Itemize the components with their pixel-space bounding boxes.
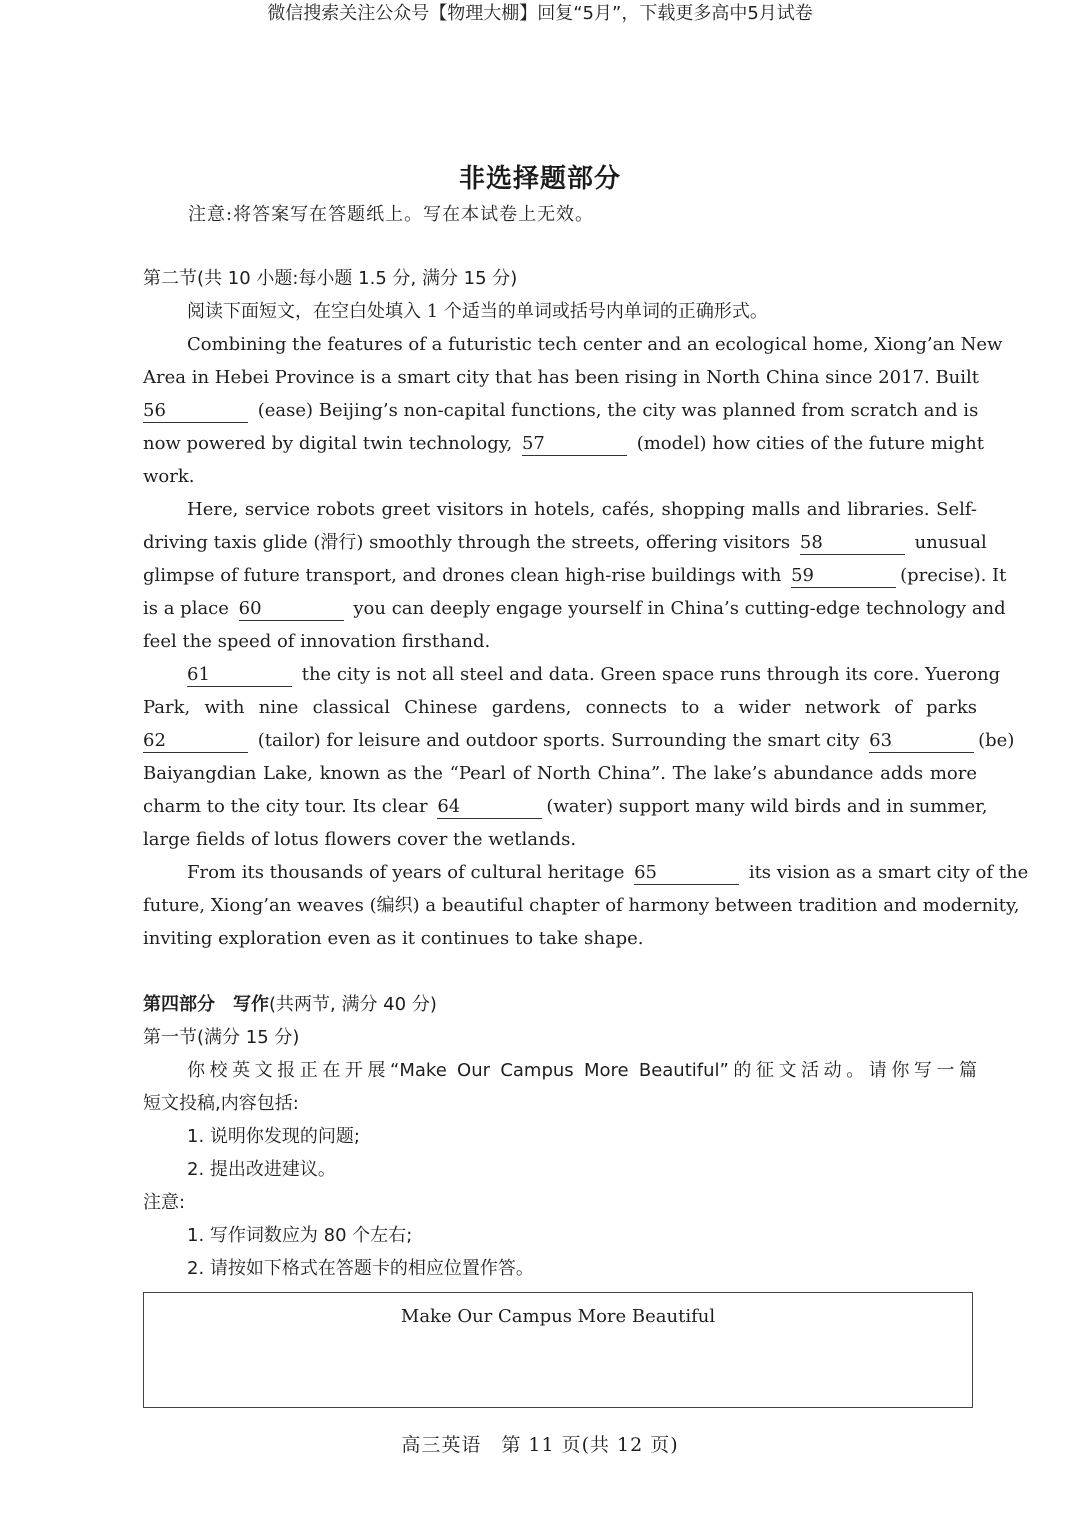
passage-line: Park, with nine classical Chinese gardens, connects to a wider network of parks [143,697,977,718]
section2-instruction: 阅读下面短文，在空白处填入 1 个适当的单词或括号内单词的正确形式。 [187,301,768,322]
blank-59[interactable]: 59 [791,565,896,588]
passage-line: Combining the features of a futuristic tech center and an ecological home, Xiong’an New [187,334,1003,355]
passage-line [143,559,1007,592]
passage-text: now powered by digital twin technology, [143,433,513,454]
answer-notice: 注意:将答案写在答题纸上。写在本试卷上无效。 [188,204,595,225]
passage-paragraph-2 [143,493,1007,658]
passage-line [143,394,977,427]
blank-62[interactable]: 62 [143,730,248,753]
passage-line [143,427,984,460]
blank-61[interactable]: 61 [187,664,292,687]
blank-65[interactable]: 65 [634,862,739,885]
passage-text: (model) how cities of the future might [636,433,984,454]
passage-text: (precise). It [900,565,1007,586]
passage-line: Baiyangdian Lake, known as the “Pearl of North China”. The lake’s abundance adds more [143,763,977,784]
passage-text: (ease) Beijing’s non-capital functions, the city was planned from scratch and is [257,400,979,421]
part4-heading-rest: (共两节, 满分 40 分) [269,994,437,1015]
passage-text: (be) [978,730,1015,751]
passage-line: large fields of lotus flowers cover the wetlands. [143,829,577,850]
passage-paragraph-4 [143,856,1029,955]
passage-paragraph-3 [143,658,1015,856]
passage-line [143,856,1029,889]
passage-line: inviting exploration even as it continues to take shape. [143,928,644,949]
blank-60[interactable]: 60 [239,598,344,621]
page-header-watermark: 微信搜索关注公众号【物理大棚】回复“5月”，下载更多高中5月试卷 [267,3,813,24]
part4-heading-bold: 第四部分 写作 [143,994,269,1015]
notice-item: 1. 写作词数应为 80 个左右; [187,1225,413,1246]
passage-line: work. [143,466,195,487]
notice-item: 2. 请按如下格式在答题卡的相应位置作答。 [187,1258,534,1279]
writing-prompt-line: 短文投稿,内容包括: [143,1093,299,1114]
blank-63[interactable]: 63 [869,730,974,753]
passage-text: you can deeply engage yourself in China’s cutting-edge technology and [353,598,1006,619]
passage-line [143,724,1015,757]
blank-57[interactable]: 57 [522,433,627,456]
passage-text: the city is not all steel and data. Green space runs through its core. Yuerong [301,664,1001,685]
requirement-item: 1. 说明你发现的问题; [187,1126,360,1147]
page-footer: 高三英语 第 11 页(共 12 页) [401,1434,679,1456]
passage-paragraph-1 [143,328,1003,493]
passage-text: driving taxis glide (滑行) smoothly through the streets, offering visitors [143,532,791,553]
passage-text: unusual [914,532,987,553]
passage-line: Area in Hebei Province is a smart city that has been rising in North China since 2017. Built [143,367,980,388]
passage-line [143,526,987,559]
passage-text: (water) support many wild birds and in summer, [546,796,988,817]
section-title: 非选择题部分 [458,164,621,194]
passage-line: feel the speed of innovation firsthand. [143,631,491,652]
blank-58[interactable]: 58 [800,532,905,555]
blank-56[interactable]: 56 [143,400,248,423]
part4-section1: 第一节(满分 15 分) [143,1027,300,1048]
passage-text: (tailor) for leisure and outdoor sports. Surrounding the smart city [257,730,860,751]
blank-64[interactable]: 64 [437,796,542,819]
requirement-item: 2. 提出改进建议。 [187,1159,336,1180]
answer-box-title: Make Our Campus More Beautiful [400,1306,716,1327]
passage-line [143,592,1006,625]
passage-text: glimpse of future transport, and drones clean high-rise buildings with [143,565,782,586]
section2-heading: 第二节(共 10 小题:每小题 1.5 分, 满分 15 分) [143,268,518,289]
writing-prompt-line: 你校英文报正在开展“Make Our Campus More Beautiful”的征文活动。请你写一篇 [187,1060,977,1081]
passage-line: future, Xiong’an weaves (编织) a beautiful chapter of harmony between tradition and modernity, [143,895,1020,916]
exam-content [143,262,1029,1285]
passage-text: charm to the city tour. Its clear [143,796,428,817]
passage-text: its vision as a smart city of the [748,862,1029,883]
passage-text: is a place [143,598,229,619]
passage-line: Here, service robots greet visitors in hotels, cafés, shopping malls and libraries. Self- [187,499,977,520]
passage-line [143,790,988,823]
passage-line [143,658,1001,691]
passage-text: From its thousands of years of cultural heritage [187,862,625,883]
writing-notice: 注意: [143,1192,186,1213]
part4-heading [143,988,977,1021]
